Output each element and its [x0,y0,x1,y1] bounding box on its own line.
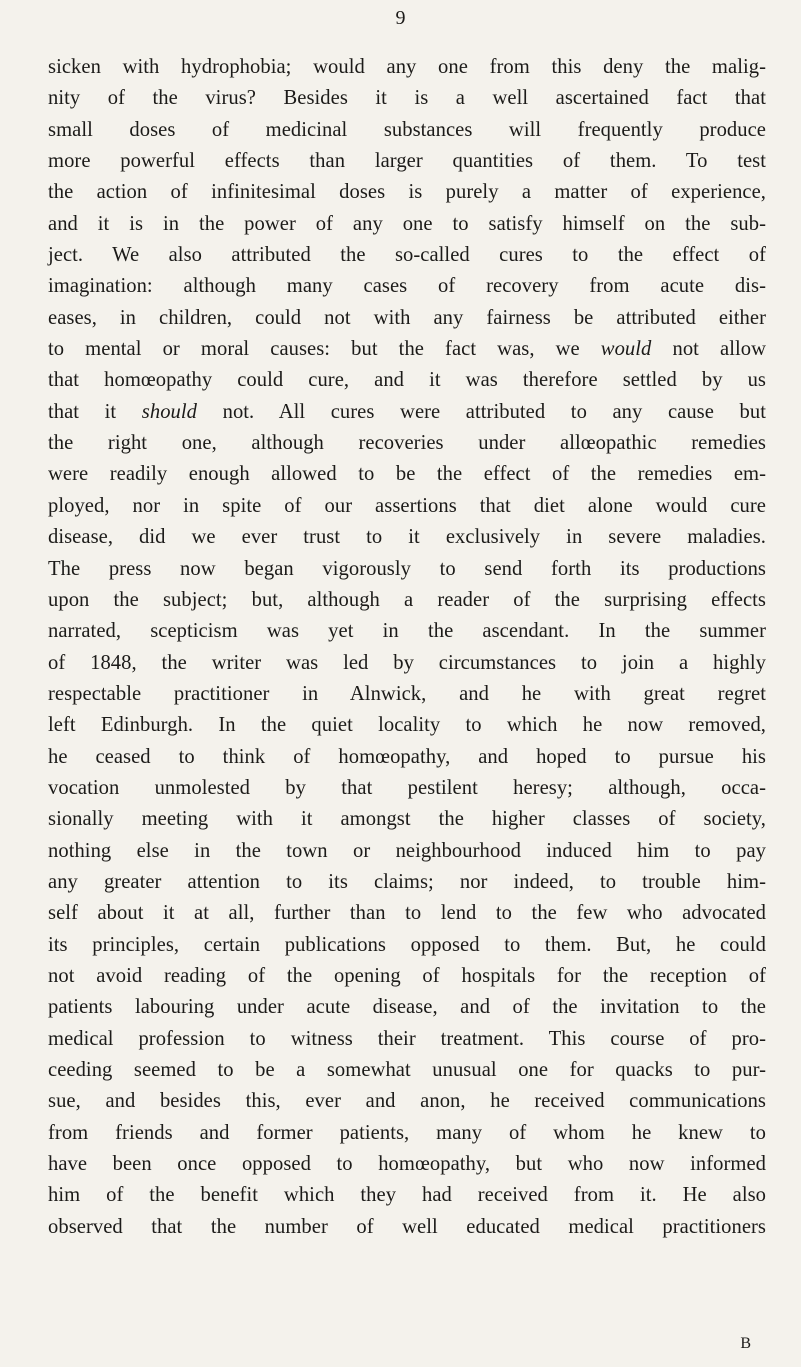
text-line: nity of the virus? Besides it is a well ascertained fact that [48,87,766,110]
text-line: upon the subject; but, although a reader of the surprising effects [48,588,766,611]
text-line: narrated, scepticism was yet in the ascendant. In the summer [48,620,766,643]
text-line: sionally meeting with it amongst the higher classes of society, [48,808,766,831]
text-line: observed that the number of well educated medical practitioners [48,1215,766,1238]
text-line: respectable practitioner in Alnwick, and he with great regret [48,682,766,705]
text-line: sue, and besides this, ever and anon, he received communications [48,1090,766,1113]
text-line: of 1848, the writer was led by circumstances to join a highly [48,651,766,674]
text-line: ployed, nor in spite of our assertions that diet alone would cure [48,494,766,517]
text-line: the right one, although recoveries under allœopathic remedies [48,432,766,455]
text-line: medical profession to witness their treatment. This course of pro- [48,1027,766,1050]
text-line: more powerful effects than larger quantities of them. To test [48,150,766,173]
text-line: him of the benefit which they had received from it. He also [48,1184,766,1207]
text-line: have been once opposed to homœopathy, but who now informed [48,1153,766,1176]
text-line: vocation unmolested by that pestilent heresy; although, occa- [48,776,766,799]
text-line: were readily enough allowed to be the effect of the remedies em- [48,463,766,486]
emphasis: should [141,400,198,423]
text-line: left Edinburgh. In the quiet locality to which he now removed, [48,714,766,737]
text-line: sicken with hydrophobia; would any one from this deny the malig- [48,56,766,78]
text-line: disease, did we ever trust to it exclusively in severe maladies. [48,526,766,549]
text-line: The press now began vigorously to send forth its productions [48,557,766,580]
text-line: any greater attention to its claims; nor indeed, to trouble him- [48,870,766,893]
text-line: from friends and former patients, many of whom he knew to [48,1121,766,1144]
emphasis: would [600,338,652,361]
text-line: and it is in the power of any one to satisfy himself on the sub- [48,212,766,235]
text-line: that it should not. All cures were attributed to any cause but [48,400,766,423]
text-line: ceeding seemed to be a somewhat unusual one for quacks to pur- [48,1059,766,1081]
text-line: self about it at all, further than to lend to the few who advocated [48,902,766,925]
text-line: its principles, certain publications opposed to them. But, he could [48,933,766,956]
page-number: 9 [395,7,406,29]
text-line: small doses of medicinal substances will frequently produce [48,118,766,141]
text-line: ject. We also attributed the so-called cures to the effect of [48,244,766,267]
text-line: the action of infinitesimal doses is purely a matter of experience, [48,181,766,204]
text-line: patients labouring under acute disease, and of the invitation to the [48,996,766,1019]
signature-mark: B [740,1335,751,1352]
text-line: eases, in children, could not with any fairness be attributed either [48,306,766,329]
text-line: he ceased to think of homœopathy, and hoped to pursue his [48,745,766,768]
text-line: to mental or moral causes: but the fact was, we would not allow [48,338,767,361]
text-line: nothing else in the town or neighbourhood induced him to pay [48,839,766,862]
body-text [48,52,766,1243]
text-line: not avoid reading of the opening of hospitals for the reception of [48,964,766,987]
text-line: that homœopathy could cure, and it was therefore settled by us [48,369,766,392]
text-line: imagination: although many cases of recovery from acute dis- [48,275,766,298]
